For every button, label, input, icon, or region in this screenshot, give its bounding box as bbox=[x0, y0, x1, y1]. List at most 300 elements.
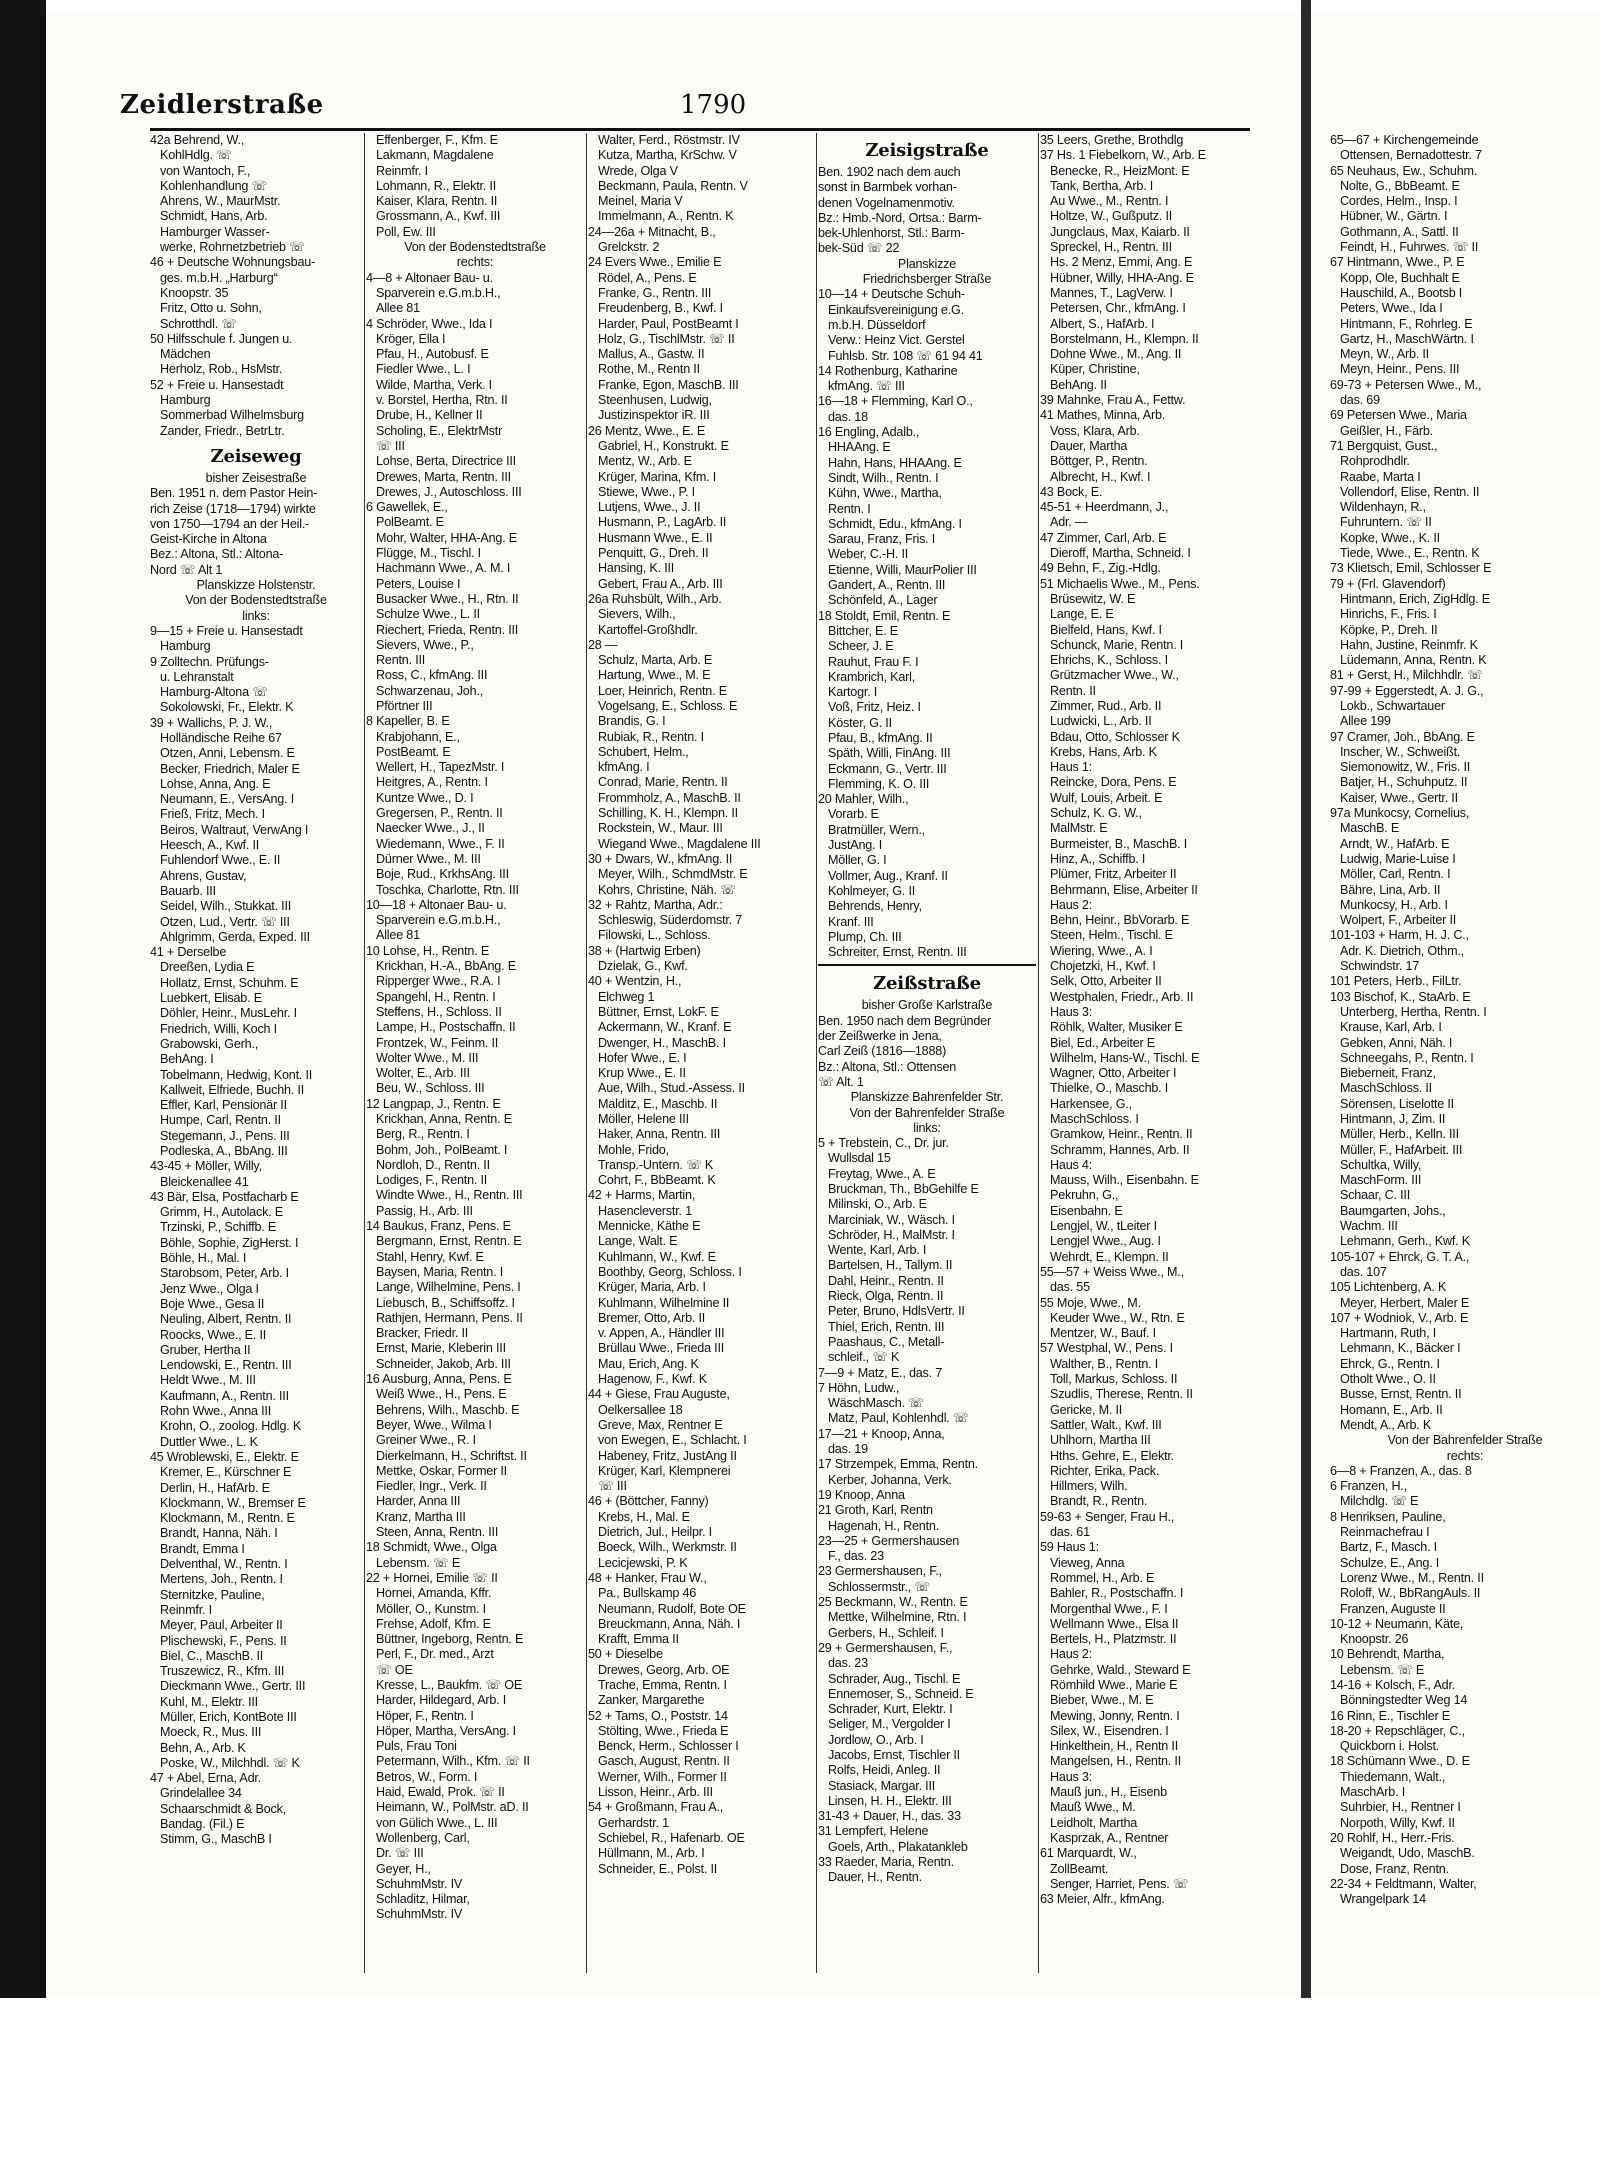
directory-entry: Steffens, H., Schloss. II bbox=[376, 1004, 502, 1019]
directory-entry: 48 + Hanker, Frau W., bbox=[588, 1570, 707, 1585]
directory-entry: Dahl, Heinr., Rentn. II bbox=[828, 1273, 944, 1288]
directory-entry: Munkocsy, H., Arb. I bbox=[1340, 897, 1448, 912]
directory-entry: Schulze, E., Ang. I bbox=[1340, 1555, 1440, 1570]
directory-entry: Morgenthal Wwe., F. I bbox=[1050, 1601, 1168, 1616]
directory-entry: Hansing, K. III bbox=[598, 561, 675, 576]
directory-entry: Schramm, Hannes, Arb. II bbox=[1050, 1142, 1190, 1157]
directory-entry: Kremer, E., Kürschner E bbox=[160, 1465, 292, 1480]
directory-entry: Nordloh, D., Rentn. II bbox=[376, 1157, 490, 1172]
directory-entry: 49 Behn, F., Zig.-Hdlg. bbox=[1040, 561, 1161, 576]
directory-entry: 55 Moje, Wwe., M. bbox=[1040, 1295, 1141, 1310]
directory-entry: Roloff, W., BbRangAuls. II bbox=[1340, 1586, 1481, 1601]
directory-entry: F., das. 23 bbox=[828, 1549, 884, 1564]
directory-entry: Hillmers, Wilh. bbox=[1050, 1479, 1128, 1494]
directory-entry: Müller, Herb., Kelln. III bbox=[1340, 1127, 1459, 1142]
directory-entry: Lengjel Wwe., Aug. I bbox=[1050, 1234, 1161, 1249]
directory-entry: Stimm, G., MaschB I bbox=[160, 1832, 272, 1847]
directory-entry: Busacker Wwe., H., Rtn. II bbox=[376, 591, 519, 606]
directory-entry: Geyer, H., bbox=[376, 1861, 431, 1876]
directory-entry: Kasprzak, A., Rentner bbox=[1050, 1830, 1169, 1845]
directory-entry: Kartoffel-Großhdlr. bbox=[598, 622, 698, 637]
directory-entry: Scheer, J. E bbox=[828, 639, 894, 654]
directory-entry: 69 Petersen Wwe., Maria bbox=[1330, 408, 1467, 423]
directory-entry: Gruber, Hertha II bbox=[160, 1342, 251, 1357]
directory-entry: Hahn, Hans, HHAAng. E bbox=[828, 455, 962, 470]
directory-entry: 29 + Germershausen, F., bbox=[818, 1640, 953, 1655]
directory-entry: Krüger, Maria, Arb. I bbox=[598, 1280, 706, 1295]
column-3 bbox=[588, 133, 814, 1877]
directory-entry: Röhlk, Walter, Musiker E bbox=[1050, 1020, 1183, 1035]
directory-entry: 17 Strzempek, Emma, Rentn. bbox=[818, 1457, 978, 1472]
directory-entry: Weber, C.-H. II bbox=[828, 547, 909, 562]
directory-entry: 8 Henriksen, Pauline, bbox=[1330, 1509, 1446, 1524]
directory-entry: Hintmann, J, Zim. II bbox=[1340, 1112, 1446, 1126]
directory-entry: Meinel, Maria V bbox=[598, 194, 683, 209]
directory-entry: Neuling, Albert, Rentn. II bbox=[160, 1312, 292, 1327]
directory-entry: 41 + Derselbe bbox=[150, 945, 227, 960]
directory-entry: Krüger, Marina, Kfm. I bbox=[598, 469, 717, 484]
directory-entry: Zanker, Margarethe bbox=[598, 1693, 705, 1708]
directory-entry: Wehrdt, E., Klempn. II bbox=[1050, 1249, 1169, 1264]
directory-entry: Fuhlendorf Wwe., E. II bbox=[160, 853, 281, 868]
directory-entry: Westphalen, Friedr., Arb. II bbox=[1050, 989, 1194, 1004]
directory-entry: Milchdlg. ☏ E bbox=[1340, 1494, 1419, 1509]
directory-entry: Höper, F., Rentn. I bbox=[376, 1708, 474, 1723]
directory-entry: Büttner, Ingeborg, Rentn. E bbox=[376, 1632, 524, 1647]
directory-entry: Kaufmann, A., Rentn. III bbox=[160, 1388, 289, 1403]
directory-entry: 10 Lohse, H., Rentn. E bbox=[366, 943, 490, 958]
directory-entry: Frehse, Adolf, Kfm. E bbox=[376, 1616, 491, 1631]
directory-entry: Petersen, Chr., kfmAng. I bbox=[1050, 301, 1186, 316]
directory-entry: Gabriel, H., Konstrukt. E bbox=[598, 438, 729, 453]
directory-entry: JustAng. I bbox=[828, 838, 883, 853]
directory-entry: Sokolowski, Fr., Elektr. K bbox=[160, 700, 294, 715]
directory-entry: Gramkow, Heinr., Rentn. II bbox=[1050, 1127, 1193, 1142]
directory-entry: Fuhruntern. ☏ II bbox=[1340, 515, 1432, 530]
directory-entry: Schreiter, Ernst, Rentn. III bbox=[828, 945, 967, 960]
directory-entry: 6—8 + Franzen, A., das. 8 bbox=[1330, 1463, 1472, 1478]
directory-entry: Lutjens, Wwe., J. II bbox=[598, 500, 701, 515]
directory-entry: Jungclaus, Max, Kaiarb. II bbox=[1050, 224, 1190, 239]
directory-entry: Hollatz, Ernst, Schuhm. E bbox=[160, 975, 299, 990]
directory-entry: Römhild Wwe., Marie E bbox=[1050, 1677, 1178, 1692]
directory-entry: Hahn, Justine, Reinmfr. K bbox=[1340, 637, 1478, 652]
directory-entry: Mertens, Joh., Rentn. I bbox=[160, 1572, 283, 1587]
directory-entry: Busse, Ernst, Rentn. II bbox=[1340, 1387, 1462, 1402]
directory-entry: das. 107 bbox=[1340, 1264, 1387, 1279]
directory-entry: 9 Zolltechn. Prüfungs- bbox=[150, 654, 269, 669]
directory-entry: Luebkert, Elisab. E bbox=[160, 991, 262, 1006]
directory-entry: 40 + Wentzin, H., bbox=[588, 974, 682, 989]
directory-entry: 10-12 + Neumann, Käte, bbox=[1330, 1616, 1464, 1631]
directory-entry: Filowski, L., Schloss. bbox=[598, 928, 711, 943]
directory-entry: Bielfeld, Hans, Kwf. I bbox=[1050, 622, 1162, 637]
directory-entry: Kartogr. I bbox=[828, 685, 878, 700]
directory-entry: Frieß, Fritz, Mech. I bbox=[160, 807, 265, 822]
directory-entry: Rohn Wwe., Anna III bbox=[160, 1404, 272, 1419]
directory-entry: Mauß jun., H., Eisenb bbox=[1050, 1785, 1167, 1800]
directory-entry: Truszewicz, R., Kfm. III bbox=[160, 1664, 285, 1679]
directory-entry: Bauarb. III bbox=[160, 883, 216, 898]
directory-entry: Kopke, Wwe., K. II bbox=[1340, 530, 1440, 545]
directory-entry: Wagner, Otto, Arbeiter I bbox=[1050, 1066, 1177, 1081]
directory-entry: Lebensm. ☏ E bbox=[376, 1555, 461, 1570]
directory-entry: Schulz, Marta, Arb. E bbox=[598, 653, 713, 668]
directory-entry: Brandis, G. I bbox=[598, 714, 666, 729]
directory-entry: Effenberger, F., Kfm. E bbox=[376, 133, 498, 147]
directory-entry: Mohr, Walter, HHA-Ang. E bbox=[376, 530, 518, 545]
directory-entry: MaschSchloss. II bbox=[1340, 1081, 1432, 1096]
directory-entry: 105-107 + Ehrck, G. T. A., bbox=[1330, 1249, 1470, 1264]
section-note: Von der Bodenstedtstraße bbox=[185, 593, 327, 608]
directory-entry: Lebensm. ☏ E bbox=[1340, 1662, 1425, 1677]
directory-entry: Ahlgrimm, Gerda, Exped. III bbox=[160, 929, 310, 944]
directory-entry: denen Vogelnamenmotiv. bbox=[818, 195, 955, 210]
directory-entry: Jacobs, Ernst, Tischler II bbox=[828, 1747, 960, 1762]
directory-entry: Bremer, Otto, Arb. II bbox=[598, 1310, 706, 1325]
directory-entry: Sievers, Wilh., bbox=[598, 607, 676, 622]
directory-entry: Dohne Wwe., M., Ang. II bbox=[1050, 347, 1182, 362]
directory-entry: 52 + Tams, O., Poststr. 14 bbox=[588, 1708, 728, 1723]
directory-entry: Haus 2: bbox=[1050, 1647, 1093, 1662]
directory-entry: Arndt, W., HafArb. E bbox=[1340, 836, 1450, 851]
directory-entry: 19 Knoop, Anna bbox=[818, 1487, 905, 1502]
directory-entry: Elchweg 1 bbox=[598, 989, 655, 1004]
directory-entry: 26a Ruhsbült, Wilh., Arb. bbox=[588, 591, 722, 606]
directory-entry: Justizinspektor iR. III bbox=[598, 408, 710, 423]
directory-entry: Boothby, Georg, Schloss. I bbox=[598, 1264, 742, 1279]
directory-entry: Humpe, Carl, Rentn. II bbox=[160, 1113, 281, 1128]
directory-entry: Toschka, Charlotte, Rtn. III bbox=[376, 882, 519, 897]
directory-entry: 14 Baukus, Franz, Pens. E bbox=[366, 1219, 511, 1234]
directory-entry: Carl Zeiß (1816—1888) bbox=[818, 1044, 947, 1059]
directory-entry: Mohle, Frido, bbox=[598, 1142, 669, 1157]
directory-entry: 69-73 + Petersen Wwe., M., bbox=[1330, 377, 1482, 392]
directory-entry: Inscher, W., Schweißt. bbox=[1340, 744, 1461, 759]
directory-entry: 65—67 + Kirchengemeinde bbox=[1330, 133, 1479, 147]
directory-entry: Kranf. III bbox=[828, 914, 874, 929]
directory-entry: Hinkelthein, H., Rentn II bbox=[1050, 1739, 1178, 1754]
directory-entry: Kühn, Wwe., Martha, bbox=[828, 486, 942, 501]
directory-entry: Wiedemann, Wwe., F. II bbox=[376, 836, 505, 851]
directory-entry: Grimm, H., Autolack. E bbox=[160, 1205, 283, 1220]
directory-entry: Biel, Ed., Arbeiter E bbox=[1050, 1035, 1155, 1050]
directory-entry: Marciniak, W., Wäsch. I bbox=[828, 1212, 955, 1227]
directory-entry: Dose, Franz, Rentn. bbox=[1340, 1861, 1449, 1876]
directory-entry: Effler, Karl, Pensionär II bbox=[160, 1098, 287, 1113]
directory-entry: Meyer, Paul, Arbeiter II bbox=[160, 1618, 283, 1633]
directory-entry: 10 Behrendt, Martha, bbox=[1330, 1647, 1445, 1662]
directory-entry: Duttler Wwe., L. K bbox=[160, 1434, 258, 1449]
directory-entry: Vieweg, Anna bbox=[1050, 1555, 1125, 1570]
directory-entry: Haus 2: bbox=[1050, 897, 1093, 912]
directory-entry: Suhrbier, H., Rentner I bbox=[1340, 1800, 1461, 1815]
directory-entry: Lange, Walt. E bbox=[598, 1234, 678, 1249]
directory-entry: Ben. 1951 n. dem Pastor Hein- bbox=[150, 486, 318, 501]
directory-entry: das. 69 bbox=[1340, 393, 1380, 408]
directory-entry: Gerbers, H., Schleif. I bbox=[828, 1625, 944, 1640]
directory-entry: Passig, H., Arb. III bbox=[376, 1203, 473, 1218]
directory-entry: Grelckstr. 2 bbox=[598, 240, 660, 255]
directory-entry: 24 Evers Wwe., Emilie E bbox=[588, 255, 722, 270]
directory-entry: Kohlmeyer, G. II bbox=[828, 883, 916, 898]
directory-entry: Drube, H., Kellner II bbox=[376, 408, 483, 423]
directory-entry: Otzen, Anni, Lebensm. E bbox=[160, 746, 295, 761]
directory-entry: 31 Lempfert, Helene bbox=[818, 1824, 929, 1839]
directory-entry: Thiel, Erich, Rentn. III bbox=[828, 1319, 945, 1334]
directory-entry: Oelkersallee 18 bbox=[598, 1402, 683, 1417]
directory-entry: Schulz, K. G. W., bbox=[1050, 806, 1142, 821]
directory-entry: Richter, Erika, Pack. bbox=[1050, 1463, 1160, 1478]
directory-entry: Flemming, K. O. III bbox=[828, 776, 930, 791]
directory-entry: Sattler, Walt., Kwf. III bbox=[1050, 1417, 1162, 1432]
directory-entry: Becker, Friedrich, Maler E bbox=[160, 761, 300, 776]
directory-entry: 44 + Giese, Frau Auguste, bbox=[588, 1387, 730, 1402]
directory-entry: Puls, Frau Toni bbox=[376, 1739, 457, 1754]
directory-entry: Höper, Martha, VersAng. I bbox=[376, 1723, 516, 1738]
directory-entry: Bartz, F., Masch. I bbox=[1340, 1540, 1437, 1555]
directory-entry: Hamburg bbox=[160, 393, 211, 408]
directory-entry: 16 Ausburg, Anna, Pens. E bbox=[366, 1372, 512, 1387]
directory-entry: Steen, Anna, Rentn. III bbox=[376, 1525, 499, 1540]
directory-entry: Allee 199 bbox=[1340, 714, 1391, 729]
directory-entry: 103 Bischof, K., StaArb. E bbox=[1330, 989, 1471, 1004]
directory-entry: Gebken, Anni, Näh. I bbox=[1340, 1035, 1453, 1050]
directory-entry: Rentn. III bbox=[376, 653, 426, 668]
directory-entry: 50 Hilfsschule f. Jungen u. bbox=[150, 331, 293, 346]
directory-entry: Roocks, Wwe., E. II bbox=[160, 1327, 267, 1342]
directory-entry: Schilling, K. H., Klempn. II bbox=[598, 806, 738, 821]
directory-entry: Herholz, Rob., HsMstr. bbox=[160, 362, 283, 377]
directory-entry: Kranz, Martha III bbox=[376, 1509, 466, 1524]
directory-entry: Malditz, E., Maschb. II bbox=[598, 1096, 718, 1111]
column-divider bbox=[816, 133, 817, 1973]
directory-entry: Mannes, T., LagVerw. I bbox=[1050, 285, 1173, 300]
directory-entry: von Gülich Wwe., L. III bbox=[376, 1815, 498, 1830]
directory-entry: ☏ OE bbox=[376, 1662, 413, 1677]
directory-entry: Mentzer, W., Bauf. I bbox=[1050, 1326, 1156, 1341]
directory-entry: Perl, F., Dr. med., Arzt bbox=[376, 1647, 494, 1662]
directory-entry: Mau, Erich, Ang. K bbox=[598, 1356, 699, 1371]
directory-entry: Meyn, W., Arb. II bbox=[1340, 347, 1429, 362]
directory-entry: Kerber, Johanna, Verk. bbox=[828, 1472, 952, 1487]
directory-entry: Bruckman, Th., BbGehilfe E bbox=[828, 1182, 979, 1196]
directory-entry: 32 + Rahtz, Martha, Adr.: bbox=[588, 897, 723, 912]
directory-entry: rich Zeise (1718—1794) wirkte bbox=[150, 501, 316, 516]
directory-entry: Bratmüller, Wern., bbox=[828, 822, 925, 837]
directory-entry: Naecker Wwe., J., II bbox=[376, 821, 485, 836]
directory-entry: Lampe, H., Postschaffn. II bbox=[376, 1020, 516, 1035]
directory-entry: 22 + Hornei, Emilie ☏ II bbox=[366, 1570, 498, 1585]
directory-entry: PolBeamt. E bbox=[376, 515, 444, 530]
directory-entry: Mentz, W., Arb. E bbox=[598, 454, 692, 469]
directory-entry: Hornei, Amanda, Kffr. bbox=[376, 1586, 492, 1601]
directory-entry: Ben. 1902 nach dem auch bbox=[818, 165, 961, 179]
directory-entry: WäschMasch. ☏ bbox=[828, 1396, 924, 1411]
section-note: rechts: bbox=[1446, 1448, 1484, 1463]
directory-entry: Gandert, A., Rentn. III bbox=[828, 578, 946, 593]
directory-entry: Vogelsang, E., Schloss. E bbox=[598, 698, 738, 713]
directory-entry: SchuhmMstr. IV bbox=[376, 1907, 463, 1922]
directory-entry: Mennicke, Käthe E bbox=[598, 1219, 701, 1234]
directory-entry: Linsen, H. H., Elektr. III bbox=[828, 1793, 952, 1808]
directory-entry: Lange, E. E bbox=[1050, 607, 1114, 622]
directory-entry: Steenhusen, Ludwig, bbox=[598, 393, 712, 408]
directory-entry: HHAAng. E bbox=[828, 440, 891, 455]
directory-entry: Sternitzke, Pauline, bbox=[160, 1587, 265, 1602]
directory-entry: Seliger, M., Vergolder I bbox=[828, 1717, 951, 1732]
directory-entry: Dauer, H., Rentn. bbox=[828, 1870, 922, 1885]
directory-entry: Gerhardstr. 1 bbox=[598, 1815, 669, 1830]
directory-entry: Thielke, O., Maschb. I bbox=[1050, 1081, 1169, 1096]
directory-entry: Riechert, Frieda, Rentn. III bbox=[376, 622, 519, 637]
directory-entry: Sindt, Wilh., Rentn. I bbox=[828, 470, 939, 485]
directory-entry: 43 Bock, E. bbox=[1040, 484, 1103, 499]
directory-entry: 5 + Trebstein, C., Dr. jur. bbox=[818, 1136, 949, 1151]
directory-entry: Schaar, C. III bbox=[1340, 1188, 1410, 1203]
directory-entry: Haus 4: bbox=[1050, 1157, 1093, 1172]
directory-entry: MalMstr. E bbox=[1050, 821, 1108, 836]
directory-entry: Krüger, Karl, Klempnerei bbox=[598, 1463, 731, 1478]
directory-entry: Ripperger Wwe., R.A. I bbox=[376, 974, 501, 989]
directory-entry: 14-16 + Kolsch, F., Adr. bbox=[1330, 1677, 1456, 1692]
directory-entry: Vollmer, Aug., Kranf. II bbox=[828, 868, 948, 883]
directory-entry: Albrecht, H., Kwf. I bbox=[1050, 469, 1151, 484]
directory-entry: von Wantoch, F., bbox=[160, 163, 251, 178]
directory-entry: Baysen, Maria, Rentn. I bbox=[376, 1264, 503, 1279]
directory-entry: Tiede, Wwe., E., Rentn. K bbox=[1340, 546, 1480, 561]
directory-entry: Habeney, Fritz, JustAng II bbox=[598, 1448, 737, 1463]
directory-entry: Harkensee, G., bbox=[1050, 1096, 1132, 1111]
street-heading: Zeißstraße bbox=[873, 973, 981, 995]
directory-entry: Köster, G. II bbox=[828, 715, 892, 730]
directory-entry: Lecicjewski, P. K bbox=[598, 1555, 688, 1570]
directory-entry: Wachm. III bbox=[1340, 1219, 1398, 1234]
directory-entry: 10—18 + Altonaer Bau- u. bbox=[366, 897, 507, 912]
directory-entry: Krebs, Hans, Arb. K bbox=[1050, 744, 1157, 759]
directory-entry: Rieck, Olga, Rentn. II bbox=[828, 1289, 944, 1304]
section-note: Friedrichsberger Straße bbox=[862, 272, 992, 287]
directory-entry: 97 Cramer, Joh., BbAng. E bbox=[1330, 729, 1475, 744]
column-divider bbox=[1038, 133, 1039, 1973]
directory-entry: Fiedler Wwe., L. I bbox=[376, 362, 471, 377]
directory-entry: Hintmann, Erich, ZigHdlg. E bbox=[1340, 591, 1490, 606]
directory-entry: ZollBeamt. bbox=[1050, 1861, 1109, 1876]
directory-entry: 35 Leers, Grethe, Brothdlg bbox=[1040, 133, 1184, 147]
directory-entry: Rolfs, Heidi, Anleg. II bbox=[828, 1763, 941, 1778]
directory-entry: Ross, C., kfmAng. III bbox=[376, 668, 488, 683]
directory-entry: Vorarb. E bbox=[828, 807, 879, 822]
directory-entry: Burmeister, B., MaschB. I bbox=[1050, 836, 1188, 851]
column-6 bbox=[1330, 133, 1600, 1907]
directory-entry: Schrader, Aug., Tischl. E bbox=[828, 1671, 961, 1686]
directory-entry: Trzinski, P., Schiffb. E bbox=[160, 1220, 277, 1235]
directory-entry: Boje Wwe., Gesa II bbox=[160, 1296, 265, 1311]
directory-entry: Ehrck, G., Rentn. I bbox=[1340, 1356, 1440, 1371]
directory-entry: Drewes, Marta, Rentn. III bbox=[376, 469, 511, 484]
directory-entry: Husmann Wwe., E. II bbox=[598, 530, 713, 545]
directory-entry: 39 Mahnke, Frau A., Fettw. bbox=[1040, 393, 1186, 408]
directory-entry: u. Lehranstalt bbox=[160, 669, 234, 684]
directory-entry: Bahler, R., Postschaffn. I bbox=[1050, 1586, 1184, 1601]
directory-entry: Bergmann, Ernst, Rentn. E bbox=[376, 1234, 522, 1249]
directory-entry: Neumann, Rudolf, Bote OE bbox=[598, 1601, 746, 1616]
directory-entry: 55—57 + Weiss Wwe., M., bbox=[1040, 1264, 1184, 1279]
directory-entry: Klockmann, M., Rentn. E bbox=[160, 1511, 295, 1526]
directory-entry: Harder, Anna III bbox=[376, 1494, 461, 1509]
directory-entry: Brüllau Wwe., Frieda III bbox=[598, 1341, 725, 1356]
directory-entry: ☏ III bbox=[376, 438, 405, 453]
directory-entry: Friedrich, Willi, Koch I bbox=[160, 1021, 277, 1036]
directory-entry: Hagenow, F., Kwf. K bbox=[598, 1372, 707, 1387]
directory-entry: Ehrichs, K., Schloss. I bbox=[1050, 653, 1168, 668]
directory-entry: 97-99 + Eggerstedt, A. J. G., bbox=[1330, 683, 1484, 698]
directory-entry: Kresse, L., Baukfm. ☏ OE bbox=[376, 1677, 523, 1692]
directory-entry: Trache, Emma, Rentn. I bbox=[598, 1677, 727, 1692]
directory-entry: Rockstein, W., Maur. III bbox=[598, 821, 723, 836]
directory-entry: werke, Rohrnetzbetrieb ☏ bbox=[160, 240, 305, 255]
section-note: links: bbox=[913, 1120, 941, 1135]
directory-entry: 43-45 + Möller, Willy, bbox=[150, 1159, 262, 1174]
running-head bbox=[120, 70, 1300, 130]
directory-entry: Heitgres, A., Rentn. I bbox=[376, 775, 488, 790]
directory-entry: Hübner, W., Gärtn. I bbox=[1340, 209, 1448, 224]
directory-entry: 18 Schümann Wwe., D. E bbox=[1330, 1754, 1470, 1769]
directory-entry: Kröger, Ella I bbox=[376, 331, 446, 346]
directory-entry: Haus 1: bbox=[1050, 760, 1093, 775]
directory-entry: Hartung, Wwe., M. E bbox=[598, 668, 711, 683]
directory-entry: Bieberneit, Franz, bbox=[1340, 1066, 1436, 1081]
directory-entry: Boje, Rud., KrkhsAng. III bbox=[376, 867, 509, 882]
directory-entry: Hamburg-Altona ☏ bbox=[160, 685, 268, 700]
directory-entry: Bertels, H., Platzmstr. II bbox=[1050, 1632, 1177, 1647]
directory-entry: Boeck, Wilh., Werkmstr. II bbox=[598, 1540, 737, 1555]
directory-entry: Bartelsen, H., Tallym. II bbox=[828, 1258, 953, 1273]
directory-entry: 43 Bär, Elsa, Postfacharb E bbox=[150, 1189, 299, 1204]
directory-entry: der Zeißwerke in Jena, bbox=[818, 1029, 942, 1044]
directory-entry: Adr. — bbox=[1050, 515, 1088, 530]
directory-entry: Vollendorf, Elise, Rentn. II bbox=[1340, 484, 1480, 499]
directory-entry: Poll, Ew. III bbox=[376, 224, 436, 239]
section-note: bisher Große Karlstraße bbox=[861, 998, 993, 1013]
directory-entry: ☏ III bbox=[598, 1479, 627, 1494]
directory-entry: Homann, E., Arb. II bbox=[1340, 1402, 1443, 1417]
directory-entry: Eisenbahn. E bbox=[1050, 1203, 1123, 1218]
directory-entry: Mallus, A., Gastw. II bbox=[598, 347, 705, 362]
directory-entry: Dreeßen, Lydia E bbox=[160, 960, 255, 975]
directory-entry: Bz.: Hmb.-Nord, Ortsa.: Barm- bbox=[818, 210, 982, 225]
directory-entry: das. 19 bbox=[828, 1442, 868, 1457]
directory-entry: Greiner Wwe., R. I bbox=[376, 1433, 476, 1448]
directory-entry: Möller, G. I bbox=[828, 853, 887, 868]
directory-entry: Krambrich, Karl, bbox=[828, 669, 916, 684]
street-heading: Zeiseweg bbox=[210, 445, 302, 467]
directory-entry: Zander, Friedr., BetrLtr. bbox=[160, 423, 285, 438]
directory-entry: Kallweit, Elfriede, Buchh. II bbox=[160, 1082, 304, 1097]
directory-entry: Plischewski, F., Pens. II bbox=[160, 1633, 287, 1648]
directory-entry: Liebusch, B., Schiffsoffz. I bbox=[376, 1295, 515, 1310]
directory-entry: Müller, Erich, KontBote III bbox=[160, 1709, 297, 1724]
directory-entry: Kuhlmann, W., Kwf. E bbox=[598, 1249, 716, 1264]
directory-entry: Bz.: Altona, Stl.: Ottensen bbox=[818, 1059, 957, 1074]
directory-entry: Paashaus, C., Metall- bbox=[828, 1334, 945, 1349]
directory-entry: Seidel, Wilh., Stukkat. III bbox=[160, 899, 292, 914]
column-5 bbox=[1040, 133, 1290, 1907]
directory-entry: Rohprodhdlr. bbox=[1340, 454, 1410, 469]
directory-entry: Baumgarten, Johs., bbox=[1340, 1203, 1446, 1218]
directory-entry: 25 Beckmann, W., Rentn. E bbox=[818, 1595, 968, 1610]
directory-entry: Büttner, Ernst, LokF. E bbox=[598, 1004, 719, 1019]
